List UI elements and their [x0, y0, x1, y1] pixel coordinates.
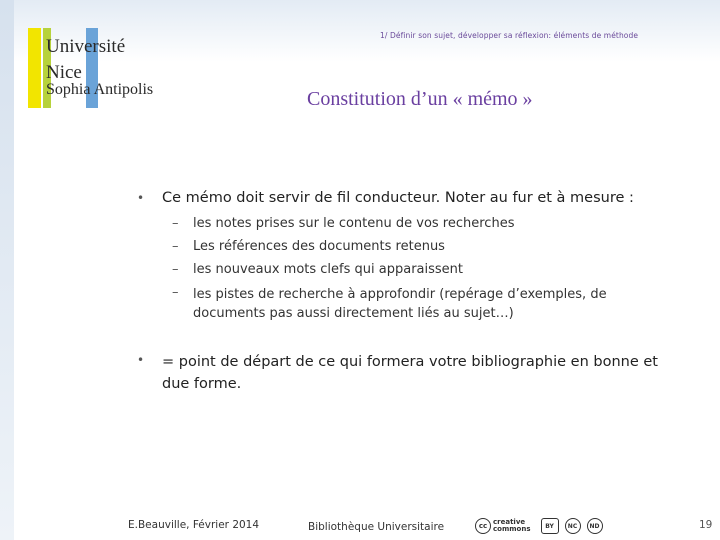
cc-wordmark-line-2: commons	[493, 525, 531, 533]
logo-bar-yellow	[28, 28, 41, 108]
nd-icon	[587, 518, 603, 534]
sub-item-1: les notes prises sur le contenu de vos recherches	[193, 216, 515, 231]
bullet-text-2: = point de départ de ce qui formera votre bibliographie en bonne et due forme.	[162, 354, 658, 392]
sub-item-2: Les références des documents retenus	[193, 239, 445, 254]
nc-icon-label: NC	[567, 522, 578, 530]
sub-item-4: les pistes de recherche à approfondir (repérage d’exemples, de documents pas aussi directement liés au sujet…)	[193, 287, 607, 321]
bullet-text-1: Ce mémo doit servir de fil conducteur. Noter au fur et à mesure :	[162, 190, 634, 206]
sub-marker-3: –	[172, 262, 179, 277]
sub-marker-1: –	[172, 216, 179, 231]
nc-icon	[565, 518, 581, 534]
footer-institution: Bibliothèque Universitaire	[308, 521, 445, 533]
by-icon: BY	[541, 518, 559, 534]
sub-marker-4: –	[172, 285, 179, 300]
logo-line-1: Université	[46, 36, 126, 57]
sub-marker-2: –	[172, 239, 179, 254]
university-logo	[28, 22, 168, 118]
header-subtitle: 1/ Définir son sujet, développer sa réflexion: éléments de méthode	[380, 31, 639, 40]
creative-commons-license	[475, 517, 605, 535]
cc-wordmark	[493, 519, 531, 533]
cc-icon: cc	[475, 518, 491, 534]
nd-icon-label: ND	[589, 522, 600, 530]
left-decorative-band	[0, 0, 14, 540]
footer-author-date: E.Beauville, Février 2014	[128, 519, 260, 531]
page-number: 19	[699, 519, 713, 531]
cc-wordmark-line-1: creative	[493, 518, 526, 526]
logo-line-3: Sophia Antipolis	[46, 81, 154, 98]
sub-item-3: les nouveaux mots clefs qui apparaissent	[193, 262, 464, 277]
bullet-marker-2: •	[137, 353, 145, 367]
bullet-marker-1: •	[137, 191, 145, 205]
slide-title: Constitution d’un « mémo »	[307, 88, 533, 110]
logo-line-2: Nice	[46, 62, 82, 83]
